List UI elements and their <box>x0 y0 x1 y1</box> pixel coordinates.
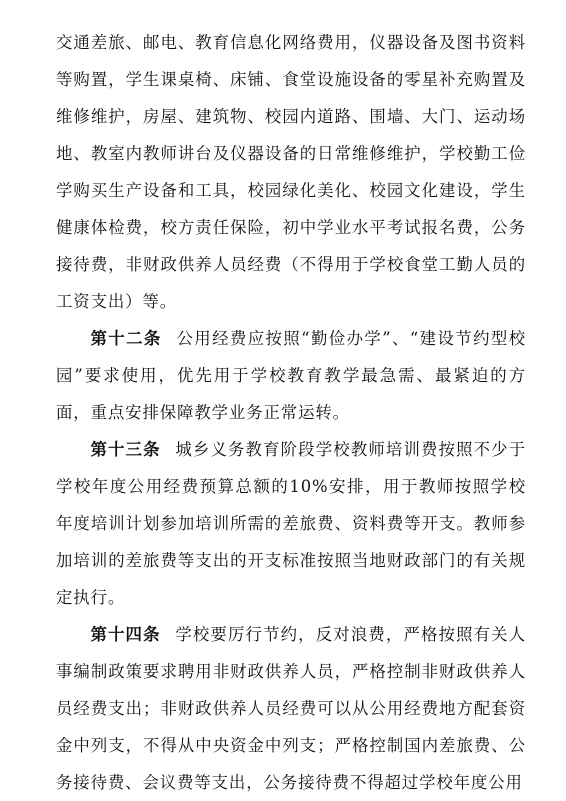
paragraph-text: 交通差旅、邮电、教育信息化网络费用，仪器设备及图书资料等购置，学生课桌椅、床铺、食堂设施设备的零星补充购置及维修维护，房屋、建筑物、校园内道路、围墙、大门、运动场地、教室内教师讲台及仪器设备的日常维修维护，学校勤工俭学购买生产设备和工具，校园绿化美化、校园文化建设，学生健康体检费，校方责任保险，初中学业水平考试报名费，公务接待费，非财政供养人员经费（不得用于学校食堂工勤人员的工资支出）等。 <box>56 33 526 311</box>
article-heading: 第十四条 <box>90 625 161 644</box>
paragraph-text: 学校要厉行节约，反对浪费，严格按照有关人事编制政策要求聘用非财政供养人员，严格控制非财政供养人员经费支出；非财政供养人员经费可以从公用经费地方配套资金中列支，不得从中央资金中列支；严格控制国内差旅费、公务接待费、会议费等支出，公务接待费不得超过学校年度公用 <box>56 625 527 792</box>
article-heading: 第十三条 <box>90 440 161 459</box>
article-14-paragraph <box>56 616 526 801</box>
paragraph-continuation <box>56 24 526 320</box>
paragraph-text: 城乡义务教育阶段学校教师培训费按照不少于学校年度公用经费预算总额的10%安排，用于教师按照学校年度培训计划参加培训所需的差旅费、资料费等开支。教师参加培训的差旅费等支出的开支标准按照当地财政部门的有关规定执行。 <box>56 440 527 607</box>
article-heading: 第十二条 <box>90 329 162 348</box>
article-12-paragraph <box>56 320 526 431</box>
article-13-paragraph <box>56 431 526 616</box>
paragraph-text: 公用经费应按照“勤俭办学”、“建设节约型校园”要求使用，优先用于学校教育教学最急需、最紧迫的方面，重点安排保障教学业务正常运转。 <box>56 329 526 422</box>
